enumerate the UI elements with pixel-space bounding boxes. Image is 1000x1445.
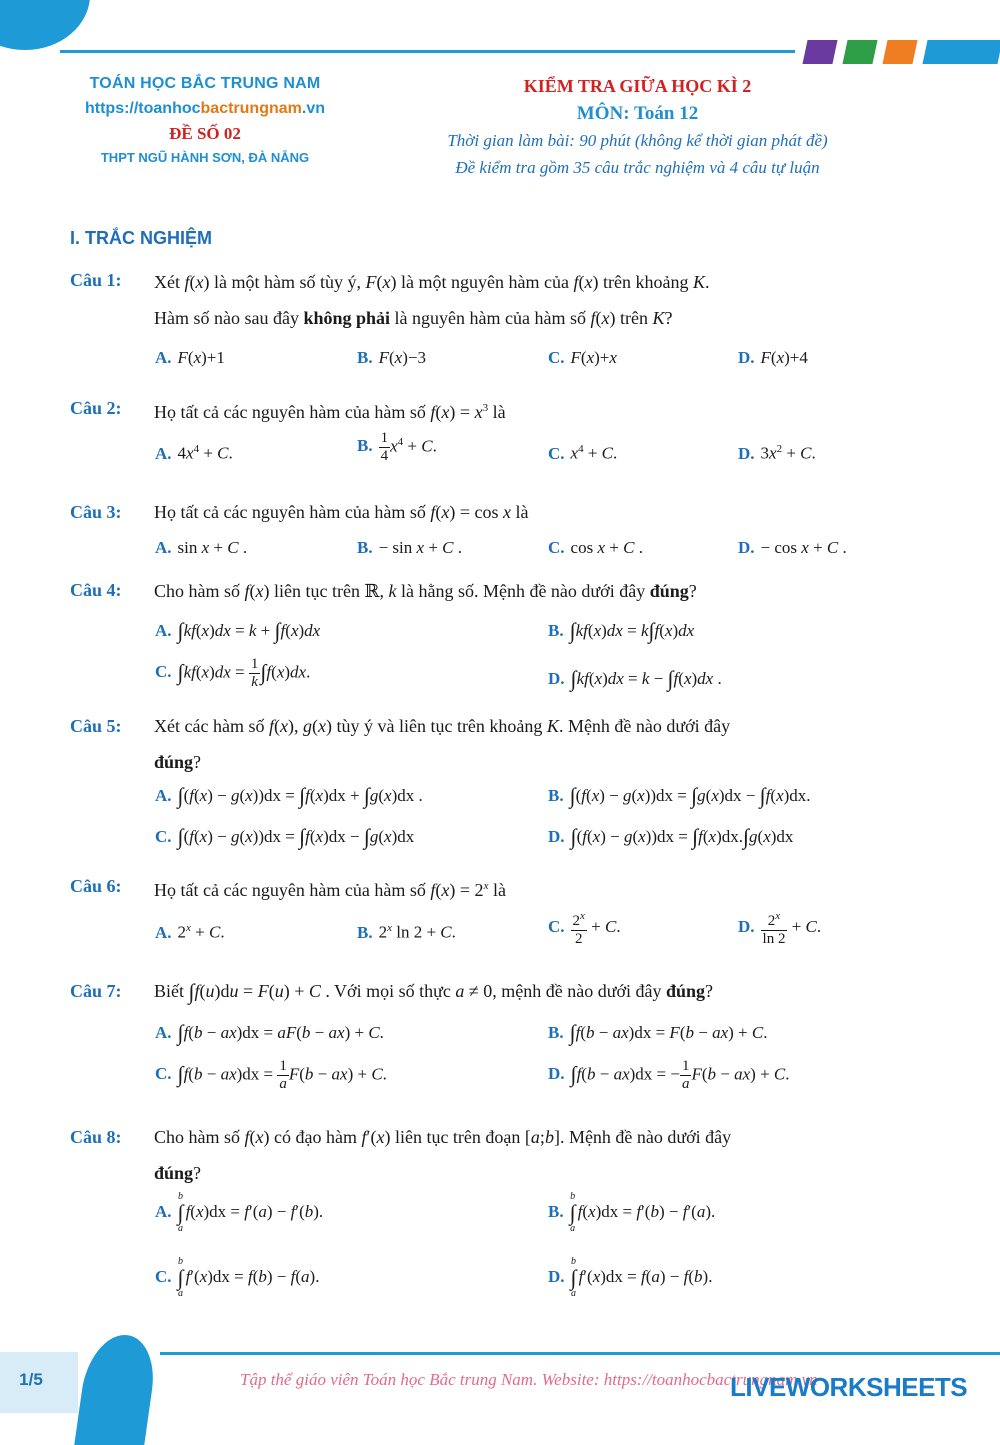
answer-option[interactable]: D. F(x)+4 <box>738 348 808 367</box>
answer-option[interactable]: B. F(x)−3 <box>357 348 426 367</box>
question-label: Câu 3: <box>70 502 122 522</box>
q-text: là nguyên hàm của hàm số <box>394 308 586 328</box>
answer-option[interactable]: B. ∫f(b − ax)dx = F(b − ax) + C. <box>548 1020 768 1045</box>
answer-option[interactable]: A.b ∫ af(x)dx = f′(a) − f′(b). <box>155 1191 324 1234</box>
footer-text: Tập thể giáo viên Toán học Bắc trung Nam. Website: https://toanhocbactrungnam.vn <box>240 1370 818 1389</box>
q-text: Họ tất cả các nguyên hàm của hàm số <box>154 880 426 900</box>
header-line <box>60 50 795 53</box>
liveworksheets-logo[interactable]: LIVEWORKSHEETS <box>730 1372 968 1402</box>
q-text: liên tục trên đoạn <box>394 1127 521 1147</box>
footer-line <box>160 1352 1000 1355</box>
exam-title: KIỂM TRA GIỮA HỌC KÌ 2 <box>523 76 752 96</box>
question-text: Biết ∫f(u)du = F(u) + C . Với mọi số thực a ≠ 0, mệnh đề nào dưới đây đúng? <box>154 979 713 1004</box>
answer-option[interactable]: D. ∫kf(x)dx = k − ∫f(x)dx . <box>548 666 722 691</box>
q-text: là <box>515 502 529 522</box>
q-text: là một hàm số tùy ý, <box>214 272 362 292</box>
q-text: đúng <box>154 752 194 772</box>
q-text: là một nguyên hàm của <box>401 272 569 292</box>
q-text: . Với mọi số thực <box>325 981 451 1001</box>
exam-number: ĐỀ SỐ 02 <box>169 124 241 143</box>
answer-option[interactable]: C. F(x)+x <box>548 348 617 367</box>
school-name: THPT NGŨ HÀNH SƠN, ĐÀ NẴNG <box>100 150 310 165</box>
website-part: https://toanhoc <box>84 100 201 117</box>
answer-option[interactable]: C. ∫kf(x)dx = $\frac{1}{k}$ ∫f(x)dx. <box>155 656 311 690</box>
answer-option[interactable]: C. $x^4 + C$. <box>548 443 618 463</box>
q-text: Xét <box>154 272 180 292</box>
q-text: không phải <box>303 308 391 328</box>
footer-decoration <box>74 1335 159 1445</box>
answer-option[interactable]: D. $3x^2 + C$. <box>738 443 816 463</box>
answer-option[interactable]: B. ∫kf(x)dx = k∫f(x)dx <box>548 618 695 643</box>
answer-option[interactable]: B.b ∫ af(x)dx = f′(b) − f′(a). <box>548 1191 716 1234</box>
answer-option[interactable]: A. ∫(f(x) − g(x))dx = ∫f(x)dx + ∫g(x)dx . <box>155 783 423 808</box>
answer-option[interactable]: A. F(x)+1 <box>155 348 225 367</box>
q-text: liên tục trên <box>274 581 360 601</box>
question-text: Họ tất cả các nguyên hàm của hàm số $f(x) = x^3$ là <box>154 402 506 422</box>
question-label: Câu 4: <box>70 580 122 600</box>
answer-option[interactable]: B. $\frac{1}{4}$ $x^4 + C$. <box>357 430 437 464</box>
time-info: Thời gian làm bài: 90 phút (không kể thời gian phát đề) <box>447 131 828 150</box>
q-text: là hằng số. Mệnh đề nào dưới đây <box>400 581 646 601</box>
header-tile-blue <box>922 40 1000 64</box>
q-text: đúng <box>649 581 689 601</box>
answer-option[interactable]: A. $2^x + C$. <box>155 922 225 942</box>
answer-option[interactable]: A. ∫f(b − ax)dx = aF(b − ax) + C. <box>155 1020 384 1045</box>
question-label: Câu 7: <box>70 981 122 1001</box>
question-text: Họ tất cả các nguyên hàm của hàm số $f(x) = 2^x$ là <box>154 880 506 900</box>
question-label: Câu 8: <box>70 1127 122 1147</box>
answer-option[interactable]: D. ∫f(b − ax)dx = − $\frac{1}{a}$ F(b − ax) + C. <box>548 1058 790 1092</box>
q-text: Hàm số nào sau đây <box>154 308 299 328</box>
header-tile-orange <box>882 40 917 64</box>
q-text: trên khoảng <box>602 272 689 292</box>
answer-option[interactable]: D. ∫(f(x) − g(x))dx = ∫f(x)dx.∫g(x)dx <box>548 824 794 849</box>
website-part: bactrungnam <box>200 100 302 117</box>
header-tile-purple <box>802 40 837 64</box>
answer-option[interactable]: C. ∫(f(x) − g(x))dx = ∫f(x)dx − ∫g(x)dx <box>155 824 415 849</box>
answer-option[interactable]: C. ∫f(b − ax)dx = $\frac{1}{a}$ F(b − ax) + C. <box>155 1058 387 1092</box>
q-text: Cho hàm số <box>154 1127 241 1147</box>
q-text: có đạo hàm <box>274 1127 357 1147</box>
q-text: Họ tất cả các nguyên hàm của hàm số <box>154 402 426 422</box>
question-text: Họ tất cả các nguyên hàm của hàm số f(x) = cos x là <box>154 502 529 522</box>
q-text: tùy ý và liên tục trên khoảng <box>336 716 543 736</box>
question-text: Xét các hàm số f(x), g(x) tùy ý và liên tục trên khoảng K. Mệnh đề nào dưới đây đúng? <box>154 716 731 772</box>
q-text: . Mệnh đề nào dưới đây <box>559 1127 732 1147</box>
answer-option[interactable]: D.b ∫ af′(x)dx = f(a) − f(b). <box>548 1256 713 1299</box>
brand-name: TOÁN HỌC BẮC TRUNG NAM <box>89 75 321 92</box>
question-label: Câu 5: <box>70 716 122 736</box>
answer-option[interactable]: A. ∫kf(x)dx = k + ∫f(x)dx <box>155 618 321 643</box>
answer-option[interactable]: C.b ∫ af′(x)dx = f(b) − f(a). <box>155 1256 320 1299</box>
corner-decoration <box>0 0 90 50</box>
question-label: Câu 2: <box>70 398 122 418</box>
answer-option[interactable]: C. $\frac{2^x}{2}$ + C. <box>548 910 621 947</box>
answer-option[interactable]: B. ∫(f(x) − g(x))dx = ∫g(x)dx − ∫f(x)dx. <box>548 783 811 808</box>
question-label: Câu 6: <box>70 876 122 896</box>
answer-option[interactable]: D. − cos x + C . <box>738 538 847 557</box>
q-text: . Mệnh đề nào dưới đây <box>558 716 731 736</box>
q-text: Biết <box>154 981 184 1001</box>
q-text: mệnh đề nào dưới đây <box>501 981 662 1001</box>
q-text: Họ tất cả các nguyên hàm của hàm số <box>154 502 426 522</box>
website-link[interactable] <box>40 100 370 118</box>
question-text: Cho hàm số f(x) có đạo hàm f′(x) liên tục trên đoạn [a;b]. Mệnh đề nào dưới đây đúng? <box>154 1127 732 1183</box>
q-text: Cho hàm số <box>154 581 241 601</box>
q-text: trên <box>620 308 648 328</box>
answer-option[interactable]: C. cos x + C . <box>548 538 643 557</box>
question-label: Câu 1: <box>70 270 122 290</box>
answer-option[interactable]: B. − sin x + C . <box>357 538 463 557</box>
subject: MÔN: Toán 12 <box>576 103 699 124</box>
answer-option[interactable]: D. $\frac{2^x}{\ln 2}$ + C. <box>738 910 822 947</box>
q-text: là <box>492 402 506 422</box>
q-text: là <box>492 880 506 900</box>
website-part: .vn <box>301 100 325 117</box>
question-text: Xét f(x) là một hàm số tùy ý, F(x) là một nguyên hàm của f(x) trên khoảng K. Hàm số nào sau đây không phải là nguyên hàm của hàm số f(x) trên K? <box>154 272 710 328</box>
section-title: I. TRẮC NGHIỆM <box>70 228 212 248</box>
q-text: đúng <box>665 981 705 1001</box>
page-number: 1/5 <box>19 1370 43 1389</box>
header-tile-green <box>842 40 877 64</box>
exam-structure: Đề kiểm tra gồm 35 câu trắc nghiệm và 4 câu tự luận <box>455 158 820 177</box>
question-text: Cho hàm số f(x) liên tục trên ℝ, k là hằng số. Mệnh đề nào dưới đây đúng? <box>154 581 697 601</box>
q-text: Xét các hàm số <box>154 716 265 736</box>
answer-option[interactable]: A. $4x^4 + C$. <box>155 443 233 463</box>
q-text: đúng <box>154 1163 194 1183</box>
answer-option[interactable]: B. 2$^x$ ln 2 + C. <box>357 922 456 942</box>
answer-option[interactable]: A. sin x + C . <box>155 538 248 557</box>
